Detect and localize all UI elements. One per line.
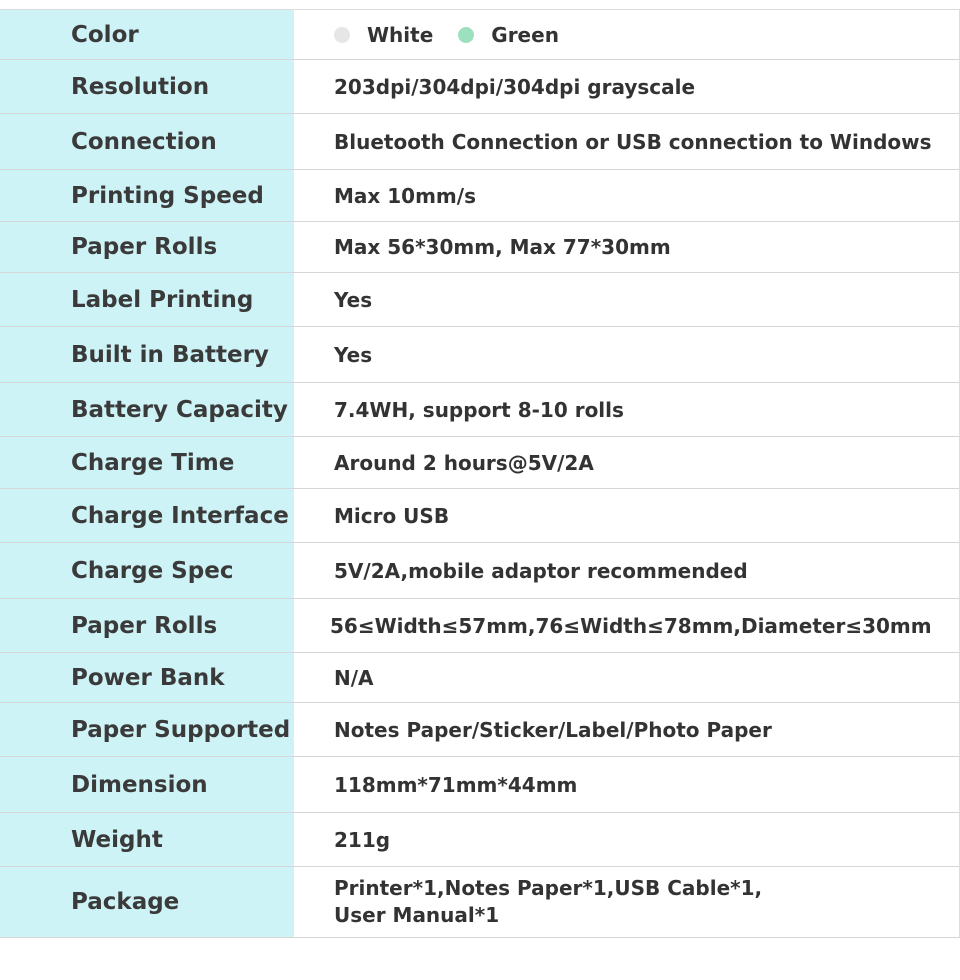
color-name: White [367, 22, 434, 47]
spec-label: Paper Rolls [0, 599, 294, 652]
spec-label: Battery Capacity [0, 383, 294, 436]
package-contents [294, 867, 959, 937]
color-option-white [334, 23, 433, 47]
spec-row [0, 489, 959, 543]
spec-value: Bluetooth Connection or USB connection to Windows [334, 129, 932, 154]
spec-label: Resolution [0, 60, 294, 113]
spec-label: Package [0, 867, 294, 937]
spec-value: 118mm*71mm*44mm [334, 772, 578, 797]
package-line: Printer*1,Notes Paper*1,USB Cable*1, [334, 876, 763, 900]
green-swatch-icon [458, 27, 474, 43]
spec-row [0, 703, 959, 757]
spec-row-package [0, 867, 959, 938]
spec-label: Printing Speed [0, 170, 294, 221]
spec-label: Built in Battery [0, 327, 294, 382]
spec-value: Yes [334, 287, 373, 312]
spec-row [0, 170, 959, 222]
color-option-green [458, 23, 559, 47]
spec-label: Power Bank [0, 653, 294, 702]
spec-row [0, 599, 959, 653]
spec-value: 56≤Width≤57mm,76≤Width≤78mm,Diameter≤30mm [330, 613, 932, 638]
color-options [294, 10, 959, 59]
spec-label: Dimension [0, 757, 294, 812]
spec-row [0, 543, 959, 599]
spec-value: 5V/2A,mobile adaptor recommended [334, 558, 748, 583]
spec-row [0, 273, 959, 327]
spec-value: Max 10mm/s [334, 183, 476, 208]
spec-label: Label Printing [0, 273, 294, 326]
spec-value: 203dpi/304dpi/304dpi grayscale [334, 74, 696, 99]
spec-label: Paper Rolls [0, 222, 294, 272]
spec-label: Charge Time [0, 437, 294, 488]
spec-label: Paper Supported [0, 703, 294, 756]
spec-row [0, 813, 959, 867]
spec-table [0, 9, 960, 938]
spec-value: Notes Paper/Sticker/Label/Photo Paper [334, 717, 772, 742]
spec-value: Around 2 hours@5V/2A [334, 450, 594, 475]
spec-row [0, 437, 959, 489]
color-name: Green [491, 22, 559, 47]
spec-label: Charge Interface [0, 489, 294, 542]
spec-label: Connection [0, 114, 294, 169]
white-swatch-icon [334, 27, 350, 43]
spec-label: Color [0, 10, 294, 59]
spec-value: Micro USB [334, 503, 450, 528]
spec-row [0, 327, 959, 383]
package-line: User Manual*1 [334, 903, 500, 927]
spec-value: 7.4WH, support 8-10 rolls [334, 397, 624, 422]
spec-value: N/A [334, 665, 374, 690]
spec-row [0, 114, 959, 170]
spec-row-color [0, 10, 959, 60]
spec-row [0, 222, 959, 273]
spec-row [0, 653, 959, 703]
spec-row [0, 60, 959, 114]
spec-row [0, 383, 959, 437]
spec-value: Max 56*30mm, Max 77*30mm [334, 235, 671, 259]
spec-row [0, 757, 959, 813]
spec-value: Yes [334, 342, 373, 367]
spec-value: 211g [334, 827, 391, 852]
spec-label: Weight [0, 813, 294, 866]
spec-label: Charge Spec [0, 543, 294, 598]
